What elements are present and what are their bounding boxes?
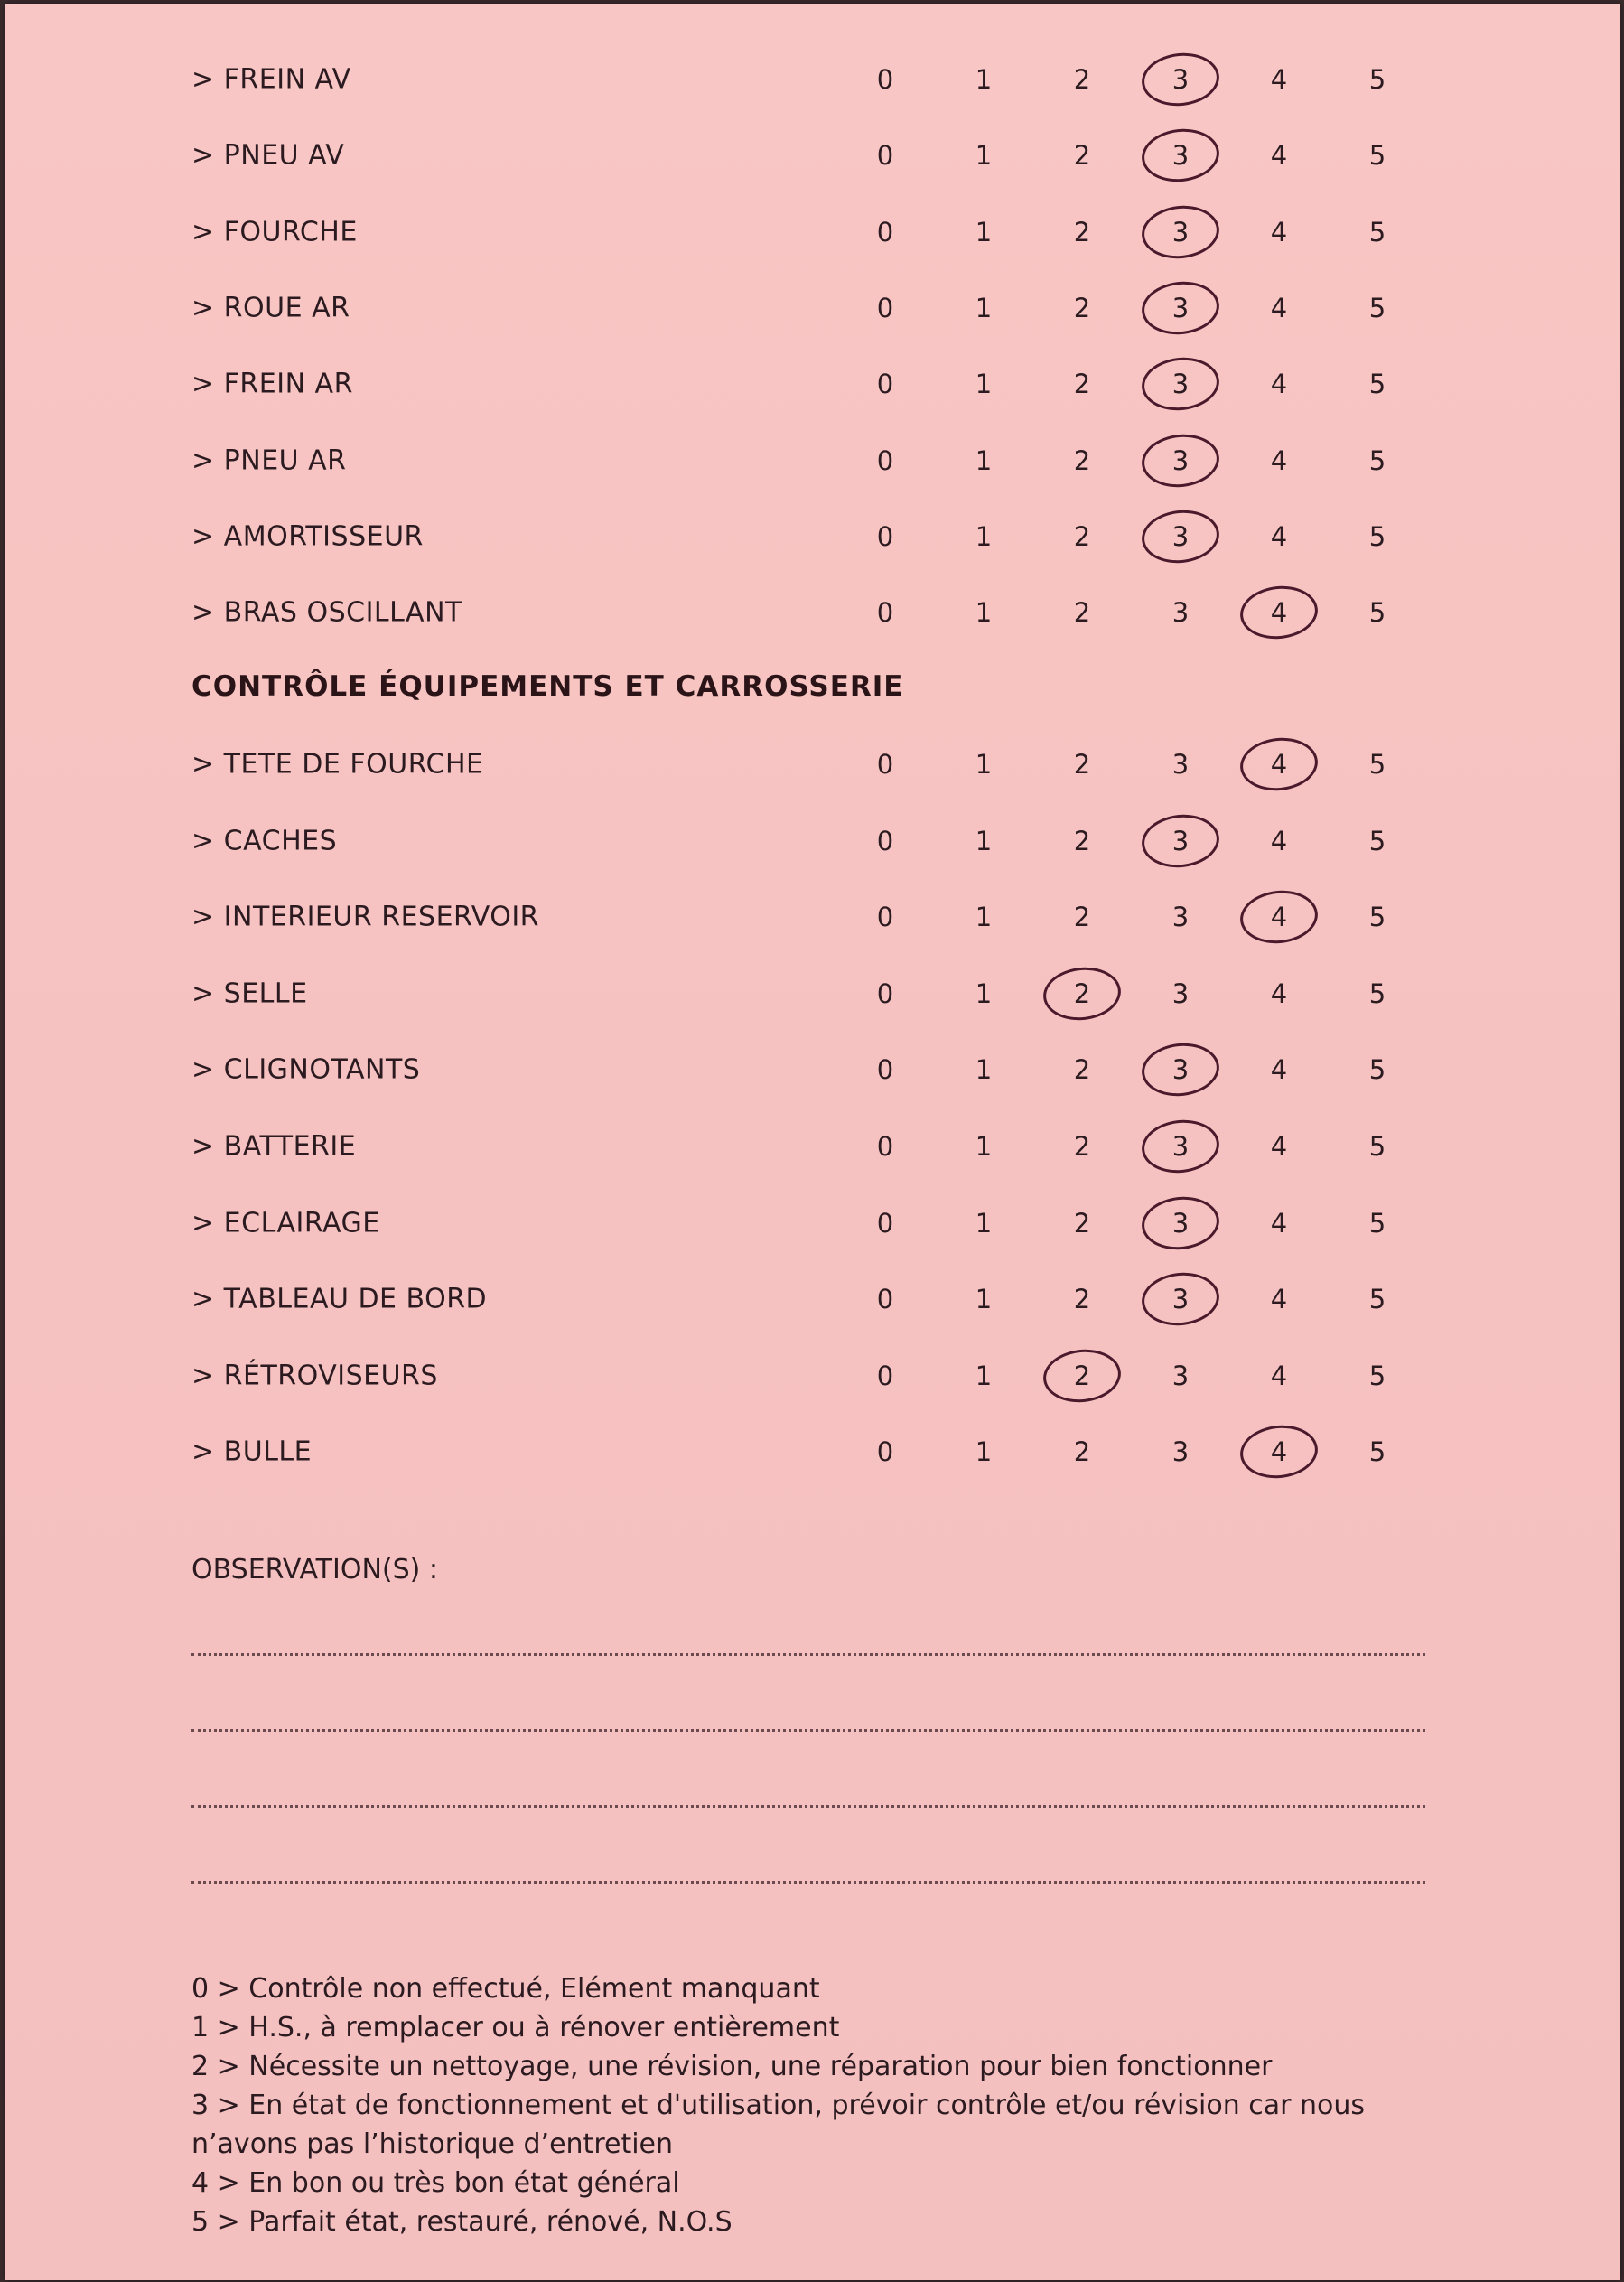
row-label: > INTERIEUR RESERVOIR [191,901,540,933]
row-label: > FOURCHE [191,216,358,248]
score-option-4[interactable]: 4 [1270,64,1288,95]
checklist-row [5,194,1620,270]
observation-line[interactable] [191,1805,1425,1808]
row-label: > TABLEAU DE BORD [191,1283,488,1315]
score-option-5[interactable]: 5 [1368,216,1386,248]
score-option-3[interactable]: 3 [1171,749,1190,780]
score-option-1[interactable]: 1 [975,825,993,856]
score-option-2[interactable]: 2 [1073,216,1091,248]
row-label: > SELLE [191,977,308,1010]
score-option-0[interactable]: 0 [876,1131,894,1162]
score-option-3[interactable]: 3 [1171,825,1190,856]
score-option-1[interactable]: 1 [975,1436,993,1468]
score-option-0[interactable]: 0 [876,444,894,476]
score-option-2[interactable]: 2 [1073,520,1091,552]
score-option-3[interactable]: 3 [1171,1131,1190,1162]
score-option-4[interactable]: 4 [1270,292,1288,323]
score-option-4[interactable]: 4 [1270,902,1288,933]
score-option-5[interactable]: 5 [1368,977,1386,1009]
checklist-row [5,346,1620,422]
score-option-4[interactable]: 4 [1270,444,1288,476]
checklist-row [5,499,1620,575]
score-option-0[interactable]: 0 [876,1436,894,1468]
score-option-3[interactable]: 3 [1171,1284,1190,1315]
score-option-0[interactable]: 0 [876,292,894,323]
score-option-3[interactable]: 3 [1171,64,1190,95]
checklist-row [5,1261,1620,1337]
row-label: > PNEU AR [191,444,347,476]
score-option-4[interactable]: 4 [1270,749,1288,780]
checklist-row [5,1414,1620,1490]
row-label: > TETE DE FOURCHE [191,748,484,781]
score-option-3[interactable]: 3 [1171,1436,1190,1468]
checklist-row [5,1185,1620,1261]
checklist-row [5,879,1620,955]
score-option-5[interactable]: 5 [1368,1207,1386,1239]
checklist-row [5,1032,1620,1108]
score-option-1[interactable]: 1 [975,1207,993,1239]
score-option-2[interactable]: 2 [1073,749,1091,780]
score-option-5[interactable]: 5 [1368,1436,1386,1468]
score-option-3[interactable]: 3 [1171,369,1190,400]
score-option-0[interactable]: 0 [876,140,894,172]
legend-line: n’avons pas l’historique d’entretien [191,2128,674,2160]
score-option-5[interactable]: 5 [1368,64,1386,95]
row-label: > ROUE AR [191,292,350,324]
checklist-row [5,1108,1620,1184]
score-option-1[interactable]: 1 [975,64,993,95]
score-option-0[interactable]: 0 [876,1360,894,1391]
score-option-0[interactable]: 0 [876,1054,894,1086]
score-option-4[interactable]: 4 [1270,520,1288,552]
score-option-3[interactable]: 3 [1171,520,1190,552]
score-option-3[interactable]: 3 [1171,1207,1190,1239]
score-option-2[interactable]: 2 [1073,1360,1091,1391]
score-option-1[interactable]: 1 [975,292,993,323]
score-option-1[interactable]: 1 [975,444,993,476]
legend-line: 1 > H.S., à remplacer ou à rénover entièrement [191,2012,840,2044]
score-option-5[interactable]: 5 [1368,140,1386,172]
row-label: > AMORTISSEUR [191,520,424,553]
observation-line[interactable] [191,1881,1425,1884]
row-label: > CLIGNOTANTS [191,1053,421,1086]
score-option-3[interactable]: 3 [1171,216,1190,248]
row-label: > RÉTROVISEURS [191,1360,438,1392]
score-option-0[interactable]: 0 [876,597,894,629]
row-label: > BATTERIE [191,1130,357,1163]
score-option-1[interactable]: 1 [975,216,993,248]
score-option-1[interactable]: 1 [975,749,993,780]
row-label: > BRAS OSCILLANT [191,596,462,629]
legend-line: 4 > En bon ou très bon état général [191,2167,680,2199]
score-option-1[interactable]: 1 [975,1054,993,1086]
observation-line[interactable] [191,1653,1425,1656]
score-option-1[interactable]: 1 [975,977,993,1009]
score-option-2[interactable]: 2 [1073,1131,1091,1162]
score-option-0[interactable]: 0 [876,520,894,552]
checklist-row [5,956,1620,1032]
score-option-0[interactable]: 0 [876,977,894,1009]
score-option-3[interactable]: 3 [1171,597,1190,629]
observation-line[interactable] [191,1729,1425,1732]
checklist-row [5,803,1620,879]
section-title: CONTRÔLE ÉQUIPEMENTS ET CARROSSERIE [191,670,904,703]
score-option-4[interactable]: 4 [1270,369,1288,400]
checklist-row [5,726,1620,802]
legend-line: 3 > En état de fonctionnement et d'utilisation, prévoir contrôle et/ou révision car nous [191,2090,1366,2121]
score-option-2[interactable]: 2 [1073,140,1091,172]
score-option-5[interactable]: 5 [1368,749,1386,780]
score-option-5[interactable]: 5 [1368,369,1386,400]
score-option-5[interactable]: 5 [1368,292,1386,323]
score-option-5[interactable]: 5 [1368,902,1386,933]
score-option-5[interactable]: 5 [1368,520,1386,552]
score-option-5[interactable]: 5 [1368,1360,1386,1391]
score-option-3[interactable]: 3 [1171,1360,1190,1391]
score-option-2[interactable]: 2 [1073,444,1091,476]
legend-line: 5 > Parfait état, restauré, rénové, N.O.S [191,2206,733,2238]
score-option-4[interactable]: 4 [1270,140,1288,172]
score-option-3[interactable]: 3 [1171,902,1190,933]
score-option-0[interactable]: 0 [876,902,894,933]
score-option-2[interactable]: 2 [1073,1284,1091,1315]
score-option-2[interactable]: 2 [1073,825,1091,856]
score-option-5[interactable]: 5 [1368,444,1386,476]
legend-line: 2 > Nécessite un nettoyage, une révision, une réparation pour bien fonctionner [191,2051,1273,2082]
checklist-row [5,42,1620,117]
score-option-0[interactable]: 0 [876,216,894,248]
score-option-4[interactable]: 4 [1270,597,1288,629]
score-option-1[interactable]: 1 [975,1131,993,1162]
score-option-0[interactable]: 0 [876,1284,894,1315]
checklist-row [5,1338,1620,1414]
row-label: > CACHES [191,825,338,857]
checklist-row [5,575,1620,650]
score-option-2[interactable]: 2 [1073,1054,1091,1086]
checklist-row [5,270,1620,346]
score-option-0[interactable]: 0 [876,1207,894,1239]
score-option-4[interactable]: 4 [1270,977,1288,1009]
score-option-5[interactable]: 5 [1368,1284,1386,1315]
score-option-1[interactable]: 1 [975,597,993,629]
score-option-3[interactable]: 3 [1171,444,1190,476]
score-option-2[interactable]: 2 [1073,977,1091,1009]
score-option-4[interactable]: 4 [1270,1207,1288,1239]
inspection-sheet [5,4,1620,2280]
score-option-4[interactable]: 4 [1270,1436,1288,1468]
score-option-4[interactable]: 4 [1270,1284,1288,1315]
checklist-row [5,117,1620,193]
score-option-2[interactable]: 2 [1073,292,1091,323]
score-option-2[interactable]: 2 [1073,597,1091,629]
score-option-0[interactable]: 0 [876,369,894,400]
score-option-0[interactable]: 0 [876,825,894,856]
score-option-1[interactable]: 1 [975,369,993,400]
score-option-3[interactable]: 3 [1171,292,1190,323]
score-option-1[interactable]: 1 [975,1360,993,1391]
score-option-3[interactable]: 3 [1171,977,1190,1009]
score-option-1[interactable]: 1 [975,1284,993,1315]
score-option-0[interactable]: 0 [876,749,894,780]
score-option-2[interactable]: 2 [1073,1436,1091,1468]
score-option-5[interactable]: 5 [1368,597,1386,629]
score-option-4[interactable]: 4 [1270,1054,1288,1086]
score-option-2[interactable]: 2 [1073,1207,1091,1239]
score-option-1[interactable]: 1 [975,520,993,552]
score-option-5[interactable]: 5 [1368,825,1386,856]
score-option-4[interactable]: 4 [1270,216,1288,248]
score-option-2[interactable]: 2 [1073,369,1091,400]
score-option-3[interactable]: 3 [1171,1054,1190,1086]
score-option-3[interactable]: 3 [1171,140,1190,172]
observations-label: OBSERVATION(S) : [191,1554,438,1585]
score-option-5[interactable]: 5 [1368,1131,1386,1162]
row-label: > BULLE [191,1436,313,1468]
score-option-4[interactable]: 4 [1270,1131,1288,1162]
legend-line: 0 > Contrôle non effectué, Elément manquant [191,1973,820,2005]
row-label: > PNEU AV [191,139,345,172]
row-label: > FREIN AR [191,368,353,400]
row-label: > ECLAIRAGE [191,1207,380,1239]
score-option-5[interactable]: 5 [1368,1054,1386,1086]
score-option-2[interactable]: 2 [1073,902,1091,933]
checklist-row [5,423,1620,499]
score-option-0[interactable]: 0 [876,64,894,95]
row-label: > FREIN AV [191,63,351,96]
score-option-2[interactable]: 2 [1073,64,1091,95]
score-option-1[interactable]: 1 [975,902,993,933]
score-option-1[interactable]: 1 [975,140,993,172]
rating-legend [191,1969,1438,2241]
score-option-4[interactable]: 4 [1270,825,1288,856]
score-option-4[interactable]: 4 [1270,1360,1288,1391]
